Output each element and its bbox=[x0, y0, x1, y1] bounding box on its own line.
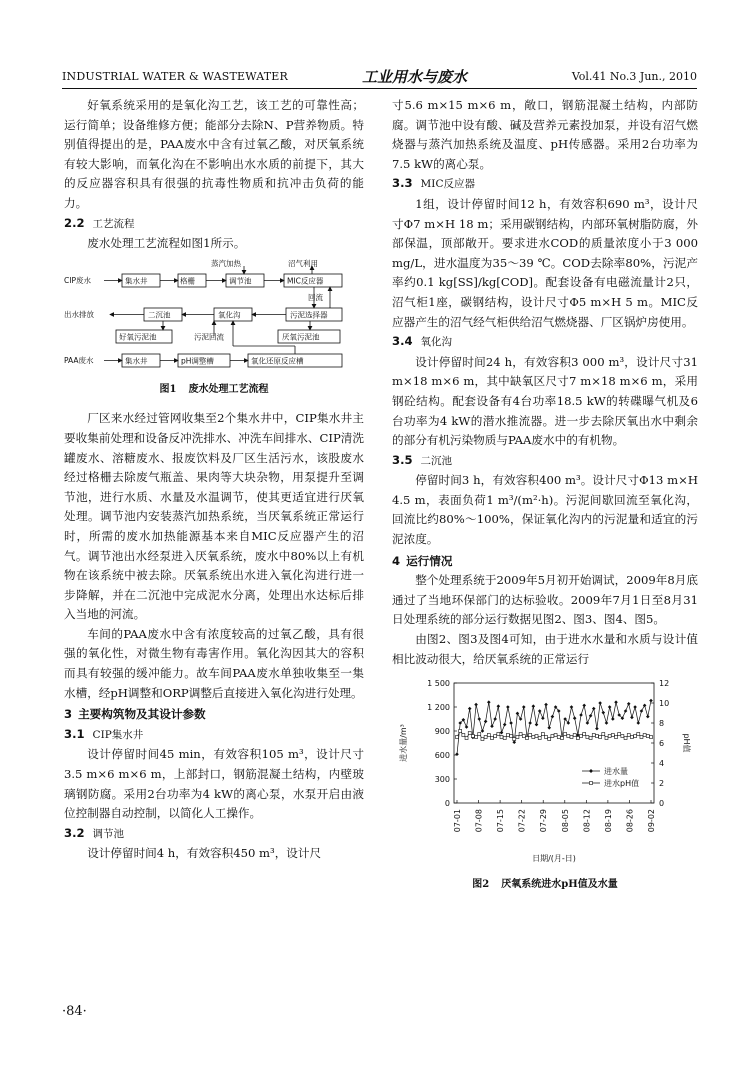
data-point-ph bbox=[487, 734, 490, 737]
box-grid: 格栅 bbox=[180, 276, 195, 286]
left-column bbox=[64, 96, 364, 864]
y-tick-label-right: 4 bbox=[659, 759, 665, 769]
x-axis-label: 日期/(月-日) bbox=[532, 854, 576, 864]
data-point-ph bbox=[564, 733, 567, 736]
data-point-inflow bbox=[624, 709, 628, 713]
y-axis-label-left: 进水量/m³ bbox=[399, 724, 408, 763]
data-point-inflow bbox=[646, 715, 650, 719]
data-point-ph bbox=[557, 736, 560, 739]
data-point-ph bbox=[468, 732, 471, 735]
data-point-inflow bbox=[512, 741, 516, 745]
data-point-inflow bbox=[465, 725, 469, 729]
data-point-ph bbox=[592, 734, 595, 737]
data-point-inflow bbox=[532, 705, 536, 709]
legend-marker bbox=[590, 782, 593, 785]
data-point-ph bbox=[643, 734, 646, 737]
data-point-ph bbox=[650, 736, 653, 739]
data-point-ph bbox=[471, 735, 474, 738]
data-point-ph bbox=[608, 735, 611, 738]
legend-marker bbox=[589, 769, 593, 773]
x-tick-label: 07-08 bbox=[474, 809, 484, 833]
data-point-inflow bbox=[627, 702, 631, 706]
data-point-inflow bbox=[455, 753, 459, 757]
data-point-ph bbox=[529, 734, 532, 737]
data-point-inflow bbox=[640, 709, 644, 713]
data-point-inflow bbox=[649, 699, 653, 703]
data-point-ph bbox=[583, 733, 586, 736]
box-mic: MIC反应器 bbox=[287, 276, 324, 286]
data-point-inflow bbox=[528, 721, 532, 725]
data-point-ph bbox=[615, 736, 618, 739]
y-tick-label-right: 8 bbox=[659, 719, 665, 729]
data-point-ph bbox=[459, 730, 462, 733]
data-point-ph bbox=[621, 735, 624, 738]
data-point-ph bbox=[500, 736, 503, 739]
x-tick-label: 08-26 bbox=[625, 809, 635, 833]
data-point-inflow bbox=[487, 701, 491, 705]
section-heading: 3.2 调节池 bbox=[64, 825, 125, 840]
label-cip: CIP废水 bbox=[64, 275, 91, 285]
data-point-ph bbox=[637, 733, 640, 736]
paragraph: 设计停留时间4 h，有效容积450 m³，设计尺 bbox=[87, 846, 322, 861]
box-oxditch: 氧化沟 bbox=[218, 310, 241, 320]
paragraph: 车间的PAA废水中含有浓度较高的过氧乙酸，具有很强的氧化性，对微生物有毒害作用。氧化沟因其大的容积而具有较强的缓冲能力。故车间PAA废水单独收集至一集水槽，经pH调整和ORP调整后直接进入氧化沟进行处理。 bbox=[64, 626, 364, 700]
data-point-ph bbox=[589, 737, 592, 740]
section-heading: 3 主要构筑物及其设计参数 bbox=[64, 707, 206, 722]
data-point-inflow bbox=[490, 725, 494, 729]
box-clar: 二沉池 bbox=[148, 310, 171, 320]
data-point-ph bbox=[525, 737, 528, 740]
data-point-inflow bbox=[595, 727, 599, 731]
y-axis-label-right: pH值 bbox=[682, 733, 691, 753]
data-point-ph bbox=[490, 737, 493, 740]
data-point-inflow bbox=[598, 701, 602, 705]
data-point-ph bbox=[580, 735, 583, 738]
series-line-0 bbox=[457, 701, 651, 755]
data-point-ph bbox=[484, 736, 487, 739]
data-point-ph bbox=[541, 733, 544, 736]
data-point-ph bbox=[503, 737, 506, 740]
box-collect2: 集水井 bbox=[125, 356, 148, 366]
y-tick-label-right: 6 bbox=[659, 739, 665, 749]
x-tick-label: 07-15 bbox=[496, 809, 506, 833]
data-point-ph bbox=[494, 735, 497, 738]
data-point-ph bbox=[624, 737, 627, 740]
label-steam: 蒸汽加热 bbox=[211, 258, 241, 268]
data-point-ph bbox=[456, 736, 459, 739]
data-point-inflow bbox=[509, 721, 513, 725]
box-redox: 氧化还原反应槽 bbox=[251, 356, 304, 366]
data-point-inflow bbox=[497, 705, 501, 709]
x-tick-label: 07-22 bbox=[517, 809, 527, 833]
data-point-inflow bbox=[630, 716, 634, 720]
right-column bbox=[392, 96, 698, 895]
y-tick-label-left: 0 bbox=[444, 799, 450, 809]
box-sludgesel: 污泥选择器 bbox=[290, 310, 328, 320]
x-tick-label: 07-29 bbox=[539, 809, 549, 833]
data-point-inflow bbox=[484, 720, 488, 724]
x-tick-label: 07-01 bbox=[453, 809, 462, 833]
box-adjust: 调节池 bbox=[229, 276, 252, 286]
data-point-ph bbox=[522, 735, 525, 738]
data-point-ph bbox=[570, 736, 573, 739]
y-tick-label-left: 1 200 bbox=[427, 703, 450, 713]
data-point-ph bbox=[519, 733, 522, 736]
data-point-inflow bbox=[493, 717, 497, 721]
box-anasludge: 厌氧污泥池 bbox=[282, 332, 320, 342]
section-heading: 3.4 氧化沟 bbox=[392, 334, 453, 349]
data-point-inflow bbox=[570, 705, 574, 709]
journal-name-cn: 工业用水与废水 bbox=[362, 68, 468, 86]
label-outlet: 出水排放 bbox=[64, 309, 94, 319]
data-point-inflow bbox=[614, 701, 618, 705]
paragraph: 寸5.6 m×15 m×6 m，敞口，钢筋混凝土结构，内部防腐。调节池中设有酸、碱及营养元素投加泵，并设有沼气燃烧器与蒸汽加热系统及温度、pH传感器。采用2台功率为7.5 kW的离心泵。 bbox=[392, 98, 698, 171]
data-point-inflow bbox=[551, 715, 555, 719]
box-phadj: pH调整槽 bbox=[181, 356, 214, 366]
data-point-ph bbox=[532, 736, 535, 739]
section-heading: 3.5 二沉池 bbox=[392, 452, 453, 467]
data-point-inflow bbox=[535, 723, 539, 727]
data-point-inflow bbox=[586, 721, 590, 725]
data-point-inflow bbox=[474, 703, 478, 707]
data-point-inflow bbox=[592, 707, 596, 711]
data-point-ph bbox=[595, 735, 598, 738]
issue-info: Vol.41 No.3 Jun., 2010 bbox=[571, 70, 697, 83]
data-point-inflow bbox=[544, 703, 548, 707]
data-point-ph bbox=[640, 736, 643, 739]
box-collect1: 集水井 bbox=[125, 276, 148, 286]
data-point-inflow bbox=[516, 712, 520, 716]
paragraph: 停留时间3 h，有效容积400 m³。设计尺寸Φ13 m×H 4.5 m，表面负荷1 m³/(m²·h)。污泥间歇回流至氧化沟，回流比约80%～100%，保证氧化沟内的污泥量和适宜的污泥浓度。 bbox=[392, 473, 698, 547]
section-heading: 2.2 工艺流程 bbox=[64, 215, 135, 230]
box-aersludge: 好氧污泥池 bbox=[119, 332, 157, 342]
label-biogas: 沼气利用 bbox=[288, 258, 318, 268]
y-tick-label-left: 1 500 bbox=[427, 679, 450, 689]
y-tick-label-left: 300 bbox=[434, 775, 450, 785]
data-point-inflow bbox=[611, 717, 615, 721]
legend-entry: 进水pH值 bbox=[604, 779, 640, 789]
x-tick-label: 08-12 bbox=[582, 809, 592, 833]
data-point-inflow bbox=[477, 717, 481, 721]
data-point-inflow bbox=[541, 717, 545, 721]
data-point-inflow bbox=[506, 705, 510, 709]
data-point-inflow bbox=[636, 721, 640, 725]
data-point-ph bbox=[510, 735, 513, 738]
data-point-inflow bbox=[579, 713, 583, 717]
data-point-ph bbox=[602, 733, 605, 736]
figure-1-caption: 图1 废水处理工艺流程 bbox=[159, 383, 269, 395]
section-heading: 3.3 MIC反应器 bbox=[392, 176, 475, 191]
section-heading: 3.1 CIP集水井 bbox=[64, 726, 144, 741]
paragraph: 整个处理系统于2009年5月初开始调试，2009年8月底通过了当地环保部门的达标验收。2009年7月1日至8月31日处理系统的部分运行数据见图2、图3、图4、图5。 bbox=[392, 573, 698, 627]
paragraph: 废水处理工艺流程如图1所示。 bbox=[87, 236, 246, 251]
data-point-ph bbox=[535, 735, 538, 738]
data-point-ph bbox=[538, 737, 541, 740]
y-tick-label-right: 0 bbox=[659, 799, 665, 809]
data-point-ph bbox=[548, 738, 551, 741]
figure-2-caption: 图2 厌氧系统进水pH值及水量 bbox=[472, 879, 618, 891]
paragraph: 1组，设计停留时间12 h，有效容积690 m³，设计尺寸Φ7 m×H 18 m；采用碳钢结构，内部环氧树脂防腐，外部保温，顶部敞开。要求进水COD的质量浓度小于3 000 mg/L，进水温度为35～39 ℃。COD去除率80%，污泥产率约0.1 kg[SS]/kg[COD]。配套设备有电磁流量计2只，沼气柜1座，碳钢结构，设计尺寸Φ5 m×H 5 m。MIC反应器产生的沼气经气柜供给沼气燃烧器、厂区锅炉房使用。 bbox=[392, 196, 698, 329]
page-number: ·84· bbox=[62, 1004, 87, 1019]
data-point-inflow bbox=[573, 717, 577, 721]
data-point-ph bbox=[634, 735, 637, 738]
data-point-inflow bbox=[519, 717, 523, 721]
x-tick-label: 08-05 bbox=[560, 809, 570, 833]
data-point-inflow bbox=[503, 723, 507, 727]
data-point-inflow bbox=[547, 726, 551, 730]
paragraph: 由图2、图3及图4可知，由于进水水量和水质与设计值相比波动很大，给厌氧系统的正常运行 bbox=[392, 632, 698, 666]
data-point-inflow bbox=[589, 714, 593, 718]
data-point-ph bbox=[573, 734, 576, 737]
data-point-ph bbox=[465, 737, 468, 740]
x-tick-label: 09-02 bbox=[647, 809, 656, 833]
data-point-ph bbox=[475, 736, 478, 739]
data-point-ph bbox=[478, 733, 481, 736]
data-point-ph bbox=[605, 737, 608, 740]
data-point-ph bbox=[497, 733, 500, 736]
y-tick-label-right: 2 bbox=[659, 779, 665, 789]
y-tick-label-right: 10 bbox=[659, 699, 670, 709]
data-point-inflow bbox=[582, 704, 586, 708]
paragraph: 设计停留时间45 min，有效容积105 m³，设计尺寸3.5 m×6 m×6 m，上部封口，钢筋混凝土结构，内壁玻璃钢防腐。采用2台功率为4 kW的离心泵，水泵开启由液位控制器自动控制，以简化人工操作。 bbox=[64, 747, 364, 821]
data-point-inflow bbox=[633, 705, 637, 709]
chart-svg bbox=[392, 675, 698, 875]
data-point-ph bbox=[646, 735, 649, 738]
data-point-inflow bbox=[481, 729, 485, 733]
data-point-ph bbox=[567, 735, 570, 738]
data-point-ph bbox=[551, 735, 554, 738]
section-heading: 4 运行情况 bbox=[392, 553, 453, 568]
data-point-ph bbox=[481, 738, 484, 741]
data-point-ph bbox=[618, 733, 621, 736]
data-point-ph bbox=[506, 734, 509, 737]
data-point-ph bbox=[560, 737, 563, 740]
data-point-ph bbox=[462, 734, 465, 737]
data-point-inflow bbox=[643, 704, 647, 708]
data-point-ph bbox=[586, 736, 589, 739]
data-point-inflow bbox=[522, 705, 526, 709]
data-point-inflow bbox=[605, 721, 609, 725]
y-tick-label-left: 900 bbox=[434, 727, 450, 737]
data-point-ph bbox=[554, 734, 557, 737]
label-paa: PAA废水 bbox=[64, 355, 94, 365]
label-reflux: 回流 bbox=[308, 292, 323, 302]
process-flow-diagram bbox=[64, 258, 364, 376]
paragraph: 设计停留时间24 h，有效容积3 000 m³，设计尺寸31 m×18 m×6 m，其中缺氧区尺寸7 m×18 m×6 m，采用钢砼结构。配套设备有4台功率18.5 kW的转碟曝气机及6台功率为4 kW的潜水推流器。进一步去除厌氧出水中剩余的部分有机污染物质与PAA废水中的有机物。 bbox=[392, 354, 698, 448]
journal-name-en: INDUSTRIAL WATER & WASTEWATER bbox=[62, 70, 288, 83]
label-sludgeret: 污泥回流 bbox=[194, 332, 224, 342]
data-point-ph bbox=[516, 736, 519, 739]
y-tick-label-left: 600 bbox=[434, 751, 450, 761]
legend-entry: 进水量 bbox=[604, 767, 628, 777]
data-point-inflow bbox=[608, 705, 612, 709]
data-point-ph bbox=[513, 738, 516, 741]
figure-2-chart bbox=[392, 675, 698, 875]
y-tick-label-right: 12 bbox=[659, 679, 670, 689]
data-point-ph bbox=[627, 734, 630, 737]
data-point-inflow bbox=[601, 711, 605, 715]
data-point-inflow bbox=[538, 709, 542, 713]
data-point-ph bbox=[630, 736, 633, 739]
running-header bbox=[62, 66, 697, 89]
paragraph: 好氧系统采用的是氧化沟工艺，该工艺的可靠性高；运行简单；设备维修方便；能部分去除N、P营养物质。特别值得提出的是，PAA废水中含有过氧乙酸，对厌氧系统有较大影响，而氧化沟在不影响出水水质的前提下，其大的反应器容积具有很强的抗毒性物质和抗冲击负荷的能力。 bbox=[64, 98, 364, 210]
data-point-inflow bbox=[500, 731, 504, 735]
data-point-ph bbox=[545, 736, 548, 739]
paragraph: 厂区来水经过管网收集至2个集水井中，CIP集水井主要收集前处理和设备反冲洗排水、冲洗车间排水、CIP清洗罐废水、溶糖废水、报废饮料及厂区生活污水，该股废水经过格栅去除废气瓶盖、果肉等大块杂物，用泵提升至调节池，进行水质、水量及水温调节，使其更适宜进行厌氧处理。调节池内安装蒸汽加热系统，当厌氧系统正常运行时，所需的废水加热能源基本来自MIC反应器产生的沼气。调节池出水经泵进入厌氧系统，废水中80%以上有机物在该系统中被去除。厌氧系统出水进入氧化沟进行进一步降解，并在二沉池中完成泥水分离，处理出水达标后排入当地的河流。 bbox=[64, 411, 364, 622]
data-point-ph bbox=[611, 734, 614, 737]
x-tick-label: 08-19 bbox=[603, 809, 613, 833]
data-point-ph bbox=[599, 736, 602, 739]
data-point-inflow bbox=[468, 707, 472, 711]
data-point-ph bbox=[576, 737, 579, 740]
